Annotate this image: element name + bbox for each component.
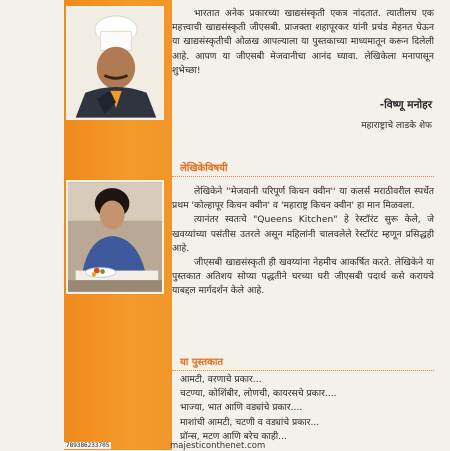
chef-portrait-image [68,8,162,118]
signature-role: महाराष्ट्राचे लाडके शेफ [361,121,432,131]
section-divider [172,176,434,177]
author-portrait-image [68,182,162,292]
about-author-paragraph-2: त्यानंतर स्वतःचे "Queens Kitchen" हे रेस्टॉरंट सुरू केले, जे खवय्यांच्या पसंतीस उतरले असून महिलांनी चालवलेले रेस्टॉरंट म्हणून प्रसिद्धही आहे. [172,214,434,254]
barcode-number: 789386233705 [66,442,110,449]
section-divider [172,370,434,371]
intro-paragraph [172,7,434,78]
list-item: चटण्या, कोशिंबीर, लोणची, कायरसचे प्रकार.... [180,388,337,400]
publisher-website: majesticonthenet.com [170,441,266,451]
list-item: माशांची आमटी, चटणी व वड्यांचे प्रकार... [180,416,320,428]
about-author-paragraph-3: जीएसबी खाद्यसंस्कृती ही खवय्यांना नेहमीच आकर्षित करते. लेखिकेने या पुस्तकात अतिशय सोप्या पद्धतीने घरच्या घरी जीएसबी पदार्थ कसे करायचे याबद्दल मार्गदर्शन केले आहे. [172,257,434,297]
signature-name: -विष्णू मनोहर [379,99,432,111]
about-author-text [172,185,434,299]
author-photo [66,180,164,294]
in-this-book-heading: या पुस्तकात [180,357,224,368]
list-item: प्रॉन्स, मटण आणि बरेच काही... [180,430,287,442]
contents-list [180,373,337,444]
list-item: भाज्या, भात आणि वड्यांचे प्रकार.... [180,402,303,414]
intro-text: भारतात अनेक प्रकारच्या खाद्यसंस्कृती एकत्र नांदतात. त्यातीलच एक महत्त्वाची खाद्यसंस्कृती जीएसबी. प्राजक्ता शहापूरकर यांनी प्रचंड मेहनत घेऊन या खाद्यसंस्कृतीची ओळख आपल्याला या पुस्तकाच्या माध्यमातून करून दिलेली आहे. आपण या जीएसबी मेजवानीचा आनंद घ्यावा. लेखिकेला मनापासून शुभेच्छा! [172,8,434,76]
about-author-paragraph-1: लेखिकेने ''मेजवानी परिपूर्ण किचन क्वीन'' या कलर्स मराठीवरील स्पर्धेत प्रथम 'कोल्हापूर किचन क्वीन' व 'महाराष्ट्र किचन क्वीन' हा मान मिळवला. [172,186,434,212]
list-item: आमटी, वरणाचे प्रकार... [180,374,262,385]
about-author-heading: लेखिकेविषयी [180,163,228,174]
chef-photo [66,6,164,120]
